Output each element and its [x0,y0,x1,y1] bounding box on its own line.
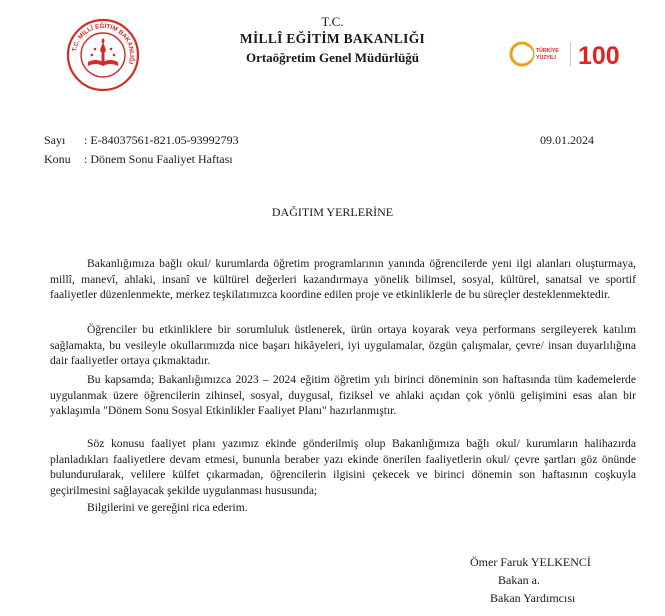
signatory-title-2: Bakan Yardımcısı [490,591,576,605]
sayi-value: : E-84037561-821.05-93992793 [84,133,239,147]
logo-text-yuzyili: YÜZYILI [536,55,556,61]
logo-text-turkiye: TÜRKİYE [536,48,559,54]
signatory-name: Ömer Faruk YELKENCİ [470,555,591,569]
konu-value: : Dönem Sonu Faaliyet Haftası [84,152,233,166]
paragraph-1: Bakanlığımıza bağlı okul/ kurumlarda öğretim programlarının yanında öğrencilerde yeni ilgi alanları oluşturmaya, millî, manevî, ahlaki, insanî ve kültürel değerleri kazandırmaya yönelik bilimsel, sosyal, kültürel, sanatsal ve sportif faaliyetler düzenlenmekte, merkez teşkilatımızca koordine edilen proje ve etkinliklerle de bu süreçler desteklenmektedir. [50,257,636,302]
recipient-heading: DAĞITIM YERLERİNE [271,205,394,219]
logo-number-100: 100 [578,42,620,70]
paragraph-2: Öğrenciler bu etkinliklere bir sorumluluk üstlenerek, ürün ortaya koyarak veya performans sergileyerek katılım sağlamakta, bu vesileyle okullarımızda nice başarı hikâyeleri, iyi uygulamalar, özgün çalışmalar, çevre/ insan duyarlılığına dair faaliyetler ortaya çıkmaktadır. [50,323,636,368]
paragraph-4: Söz konusu faaliyet planı yazımız ekinde gönderilmiş olup Bakanlığımıza bağlı okul/ kurumların halihazırda planladıkları faaliyetlere devam etmesi, bununla beraber yazı ekinde önerilen faaliyetlerin okul/ çevre şartları göz önünde bulundurularak, velilere külfet çıkarmadan, öğrencilerin ilgisini çekecek ve birinci dönemin son haftasının coşkuyla geçirilmesini sağlayacak şekilde uygulanması hususunda; [50,437,636,497]
header-directorate: Ortaöğretim Genel Müdürlüğü [245,50,420,65]
turkiye-yuzyili-logo [508,34,640,74]
sayi-label: Sayı [44,133,66,147]
paragraph-3: Bu kapsamda; Bakanlığımızca 2023 – 2024 eğitim öğretim yılı birinci döneminin son haftasında tüm kademelerde uygulanmak üzere öğrencilerin zihinsel, sosyal, duygusal, fiziksel ve ahlaki açıdan çok yönlü gelişimini esas alan bir yaklaşımla "Dönem Sonu Sosyal Etkinlikler Faaliyet Planı" hazırlanmıştır. [50,373,636,418]
header-ministry: MİLLÎ EĞİTİM BAKANLIĞI [239,31,426,46]
header-tc: T.C. [321,14,344,29]
signatory-title-1: Bakan a. [498,573,540,587]
document-date: 09.01.2024 [540,133,594,147]
paragraph-5: Bilgilerini ve gereğini rica ederim. [87,501,248,514]
konu-label: Konu [44,152,71,166]
emblem-ring-text: T.C. MİLLÎ EĞİTİM BAKANLIĞI [71,22,136,65]
